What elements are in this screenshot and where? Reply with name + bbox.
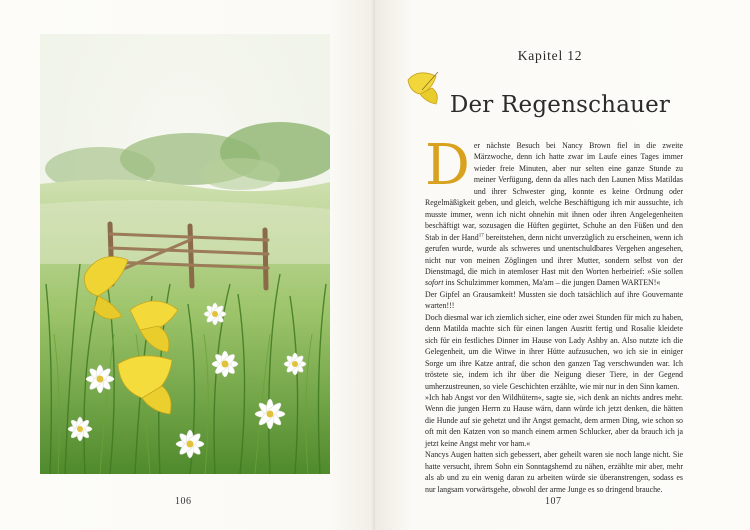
paragraph-text: bereitstehen, denn nicht unverzüglich zu erscheinen, wenn ich gerufen wurde, wurde als schweres und unentschuldbares Vergehen angesehen, nicht nur von meinen Zöglingen und ihrer Mutter, sondern selbst von der Dienstmagd, die mich in atemloser Hast mit den Worten herbeirief: »Sie sollen <box>425 232 683 276</box>
chapter-body <box>425 133 683 495</box>
page-number-right: 107 <box>545 496 562 507</box>
paragraph-text: er nächste Besuch bei Nancy Brown fiel in die zweite Märzwoche, denn ich hatte zwar im Laufe eines Tages immer wieder freie Minuten, aber nur selten eine ganze Stunde zu meiner Verfügung, denn da alles nach den Launen Miss Matildas und ihrer Schwester ging, konnte es keine Ordnung oder Regelmäßigkeit geben, und gleich, welche Beschäftigung ich mir aussuchte, ich musste immer, wenn ich nicht ohnehin mit ihnen oder ihren Angelegenheiten beschäftigt war, sozusagen die Hüften gegürtet, Schuhe an den Füßen und den Stab in der Hand <box>425 141 683 242</box>
paragraph-text: ins Schulzimmer kommen, Ma'am – die jungen Damen WARTEN!« <box>445 278 661 288</box>
paragraph <box>425 133 683 289</box>
page-number-left: 106 <box>175 496 192 507</box>
paragraph: Der Gipfel an Grausamkeit! Mussten sie doch tatsächlich auf ihre Gouvernante warten!!! <box>425 289 683 311</box>
paragraph: »Ich hab Angst vor den Wildhütern«, sagte sie, »ich denk an nichts andres mehr. Wenn die jungen Herrn zu Hause wärn, dann würde ich jetzt denken, die hätten die Hunde auf sie gehetzt und ihr Angst gemacht, dem armen Ding, wie schon so oft mit den Katzen von so manch einem armen Schlucker, aber da brauch ich ja jetzt keine Angst mehr vor ham.« <box>425 392 683 448</box>
drop-cap: D <box>425 133 470 198</box>
emphasis-text: sofort <box>425 278 444 288</box>
footnote-marker[interactable]: 17 <box>478 233 484 238</box>
paragraph: Doch diesmal war ich ziemlich sicher, eine oder zwei Stunden für mich zu haben, denn Matilda machte sich für einen langen Ausritt fertig und Rosalie kleidete sich für ein festliches Dinner im Hause von Lady Ashby an. Also nutzte ich die Gelegenheit, um die Witwe in ihrer Hütte aufzusuchen, wo ich sie in einiger Sorge um ihre Katze antraf, die schon den ganzen Tag verschwunden war. Ich tröstete sie, indem ich ihr über die Neigung dieser Tiere, in der Gegend umherzustreunen, so viele Geschichten erzählte, wie mir nur in den Sinn kamen. <box>425 312 683 391</box>
meadow-illustration <box>40 34 330 474</box>
paragraph: Nancys Augen hatten sich gebessert, aber geheilt waren sie noch lange nicht. Sie hatte versucht, ihrem Sohn ein Sonntagshemd zu nähen, erzählte mir aber, mehr als ab und zu ein wenig daran zu arbeiten würde sie überanstrengen, sodass es nur langsam vorwärtsgehe, obwohl der arme Junge es so dringend brauche. <box>425 450 683 494</box>
chapter-label: Kapitel 12 <box>517 48 583 63</box>
chapter-title: Der Regenschauer <box>449 92 671 118</box>
